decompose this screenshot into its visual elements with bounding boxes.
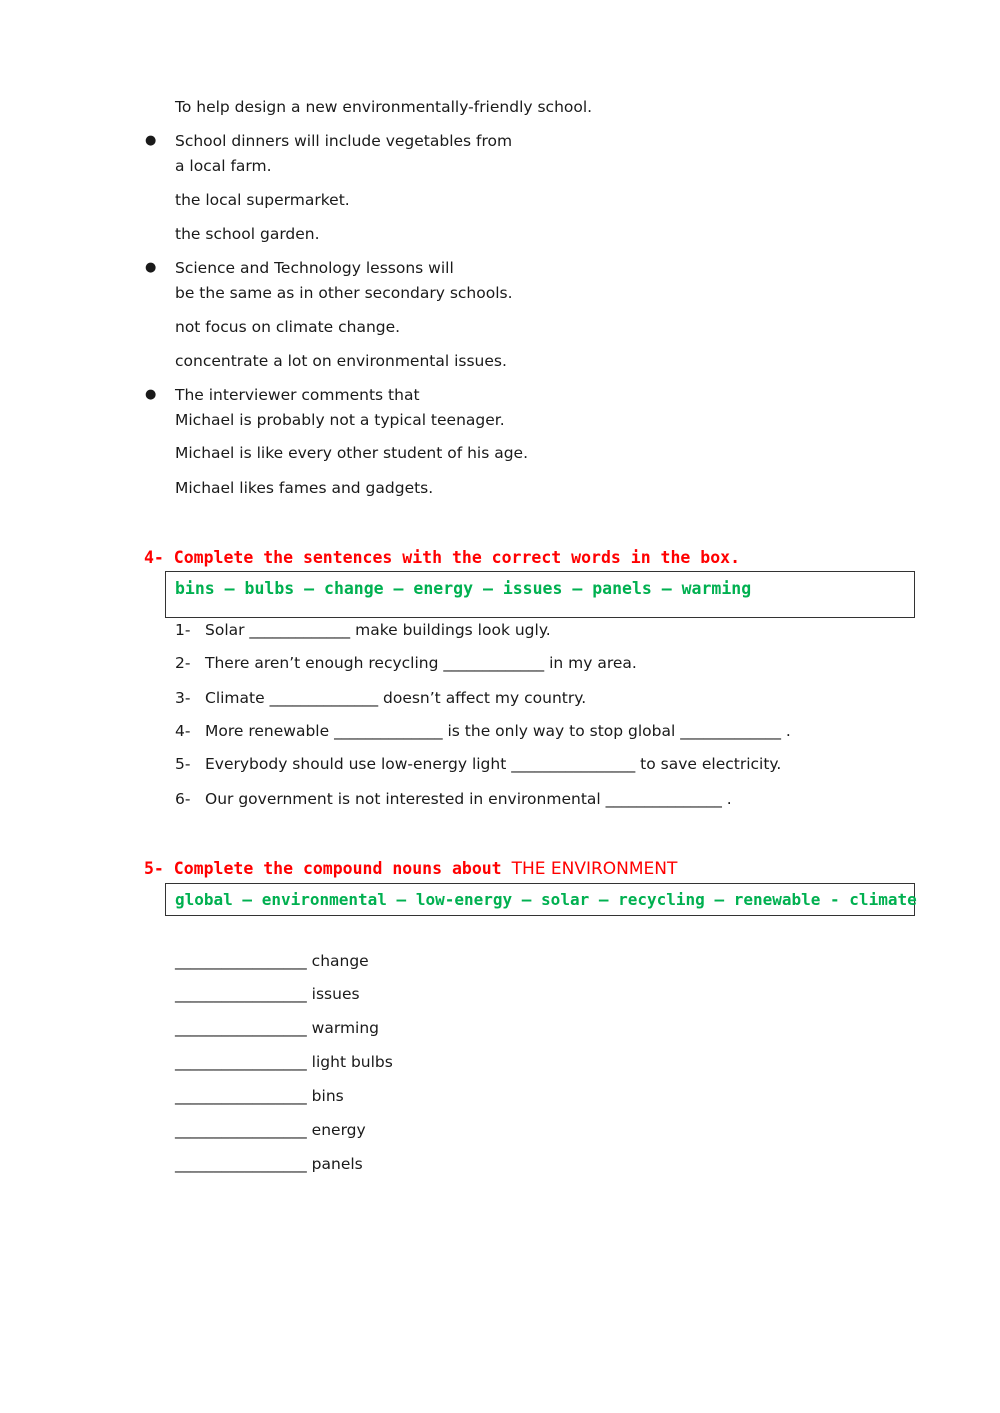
section-5-heading-prefix: 5- Complete the compound nouns about [144,859,512,878]
sentence-text[interactable]: Climate ______________ doesn’t affect my country. [205,689,587,707]
word-box-text: global – environmental – low-energy – solar – recycling – renewable - climate [175,890,917,909]
sentence-number: 5- [175,755,191,773]
section-4-heading: 4- Complete the sentences with the correct words in the box. [144,548,741,567]
sentence-number: 1- [175,621,191,639]
sentence-text[interactable]: There aren’t enough recycling _____________ in my area. [205,654,637,672]
section-5-heading-emphasis: THE ENVIRONMENT [511,859,678,879]
answer-option[interactable]: Michael likes fames and gadgets. [175,479,434,497]
bullet-icon: ● [145,387,157,402]
sentence-number: 6- [175,790,191,808]
bullet-icon: ● [145,260,157,275]
question-stem: Science and Technology lessons will [175,259,454,277]
question-stem: The interviewer comments that [175,386,420,404]
sentence-text[interactable]: Our government is not interested in environmental _______________ . [205,790,732,808]
sentence-number: 4- [175,722,191,740]
compound-noun-item[interactable]: _________________ panels [175,1155,363,1173]
compound-noun-item[interactable]: _________________ warming [175,1019,380,1037]
bullet-icon: ● [145,133,157,148]
answer-option[interactable]: the local supermarket. [175,191,350,209]
sentence-text[interactable]: Everybody should use low-energy light ________________ to save electricity. [205,755,782,773]
sentence-text[interactable]: Solar _____________ make buildings look ugly. [205,621,551,639]
answer-option[interactable]: not focus on climate change. [175,318,401,336]
answer-option[interactable]: concentrate a lot on environmental issues. [175,352,507,370]
sentence-text[interactable]: More renewable ______________ is the only way to stop global _____________ . [205,722,791,740]
answer-option[interactable]: the school garden. [175,225,320,243]
word-box-text: bins – bulbs – change – energy – issues – panels – warming [175,579,752,598]
answer-option[interactable]: Michael is like every other student of his age. [175,444,529,462]
answer-option[interactable]: Michael is probably not a typical teenager. [175,411,505,429]
sentence-number: 2- [175,654,191,672]
answer-option[interactable]: be the same as in other secondary schools. [175,284,513,302]
section-5-heading [144,858,677,880]
compound-noun-item[interactable]: _________________ light bulbs [175,1053,393,1071]
compound-noun-item[interactable]: _________________ bins [175,1087,344,1105]
sentence-number: 3- [175,689,191,707]
answer-option[interactable]: a local farm. [175,157,272,175]
question-stem: School dinners will include vegetables from [175,132,513,150]
compound-noun-item[interactable]: _________________ change [175,952,369,970]
intro-option: To help design a new environmentally-friendly school. [175,98,593,116]
compound-noun-item[interactable]: _________________ issues [175,985,360,1003]
compound-noun-item[interactable]: _________________ energy [175,1121,366,1139]
